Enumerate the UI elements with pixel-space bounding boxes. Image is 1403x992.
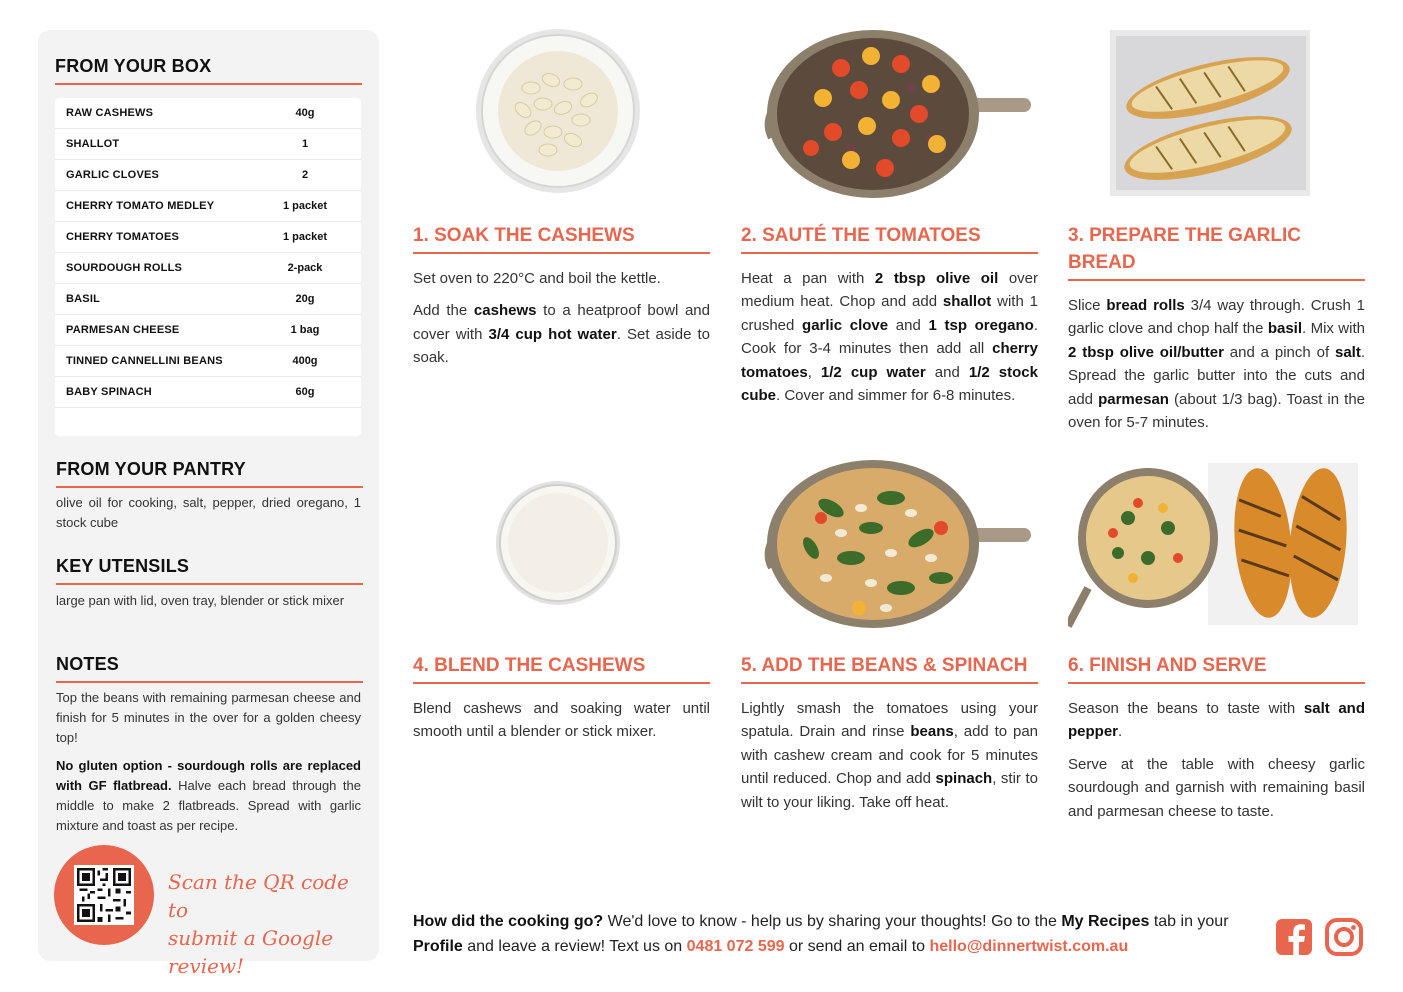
ingredient-qty: 400g <box>292 355 318 367</box>
step-1-para-2 <box>413 299 710 369</box>
step-6-body <box>1068 697 1365 832</box>
ingredient-qty: 40g <box>295 107 315 119</box>
ingredient-name: RAW CASHEWS <box>66 107 154 119</box>
my-recipes-link[interactable]: My Recipes <box>1061 913 1150 930</box>
step-2-body <box>741 267 1038 416</box>
ingredient-name: BABY SPINACH <box>66 386 152 398</box>
text: tab in your <box>1149 913 1229 930</box>
table-row <box>55 129 361 160</box>
ingredient-qty: 1 packet <box>282 200 328 212</box>
ingredient-highlight: 2 tbsp olive oil/butter <box>1068 343 1224 361</box>
step-5-para-1 <box>741 697 1038 814</box>
ingredient-highlight: 3/4 cup hot water <box>488 325 617 343</box>
step-5-title: 5. ADD THE BEANS & SPINACH <box>741 652 1038 684</box>
sidebar <box>38 30 379 978</box>
step-3-body <box>1068 294 1365 443</box>
step-1-title: 1. SOAK THE CASHEWS <box>413 222 710 254</box>
text: Heat a pan with <box>741 270 875 287</box>
ingredient-highlight: salt <box>1334 343 1361 361</box>
step-5-body <box>741 697 1038 823</box>
ingredient-highlight: spinach <box>935 770 993 788</box>
text: and <box>888 316 929 334</box>
ingredient-qty: 2 <box>301 169 309 181</box>
instagram-icon[interactable] <box>1325 918 1363 956</box>
ingredient-qty: 20g <box>295 293 315 305</box>
ingredient-name: GARLIC CLOVES <box>66 169 160 181</box>
text: Set oven to 220°C and boil the kettle. <box>413 270 661 287</box>
table-row <box>55 315 361 346</box>
tomatoes-pan-photo <box>741 28 1038 198</box>
ingredient-qty: 1 packet <box>282 231 328 243</box>
ingredient-qty: 60g <box>295 386 315 398</box>
ingredient-name: BASIL <box>66 293 100 305</box>
text: . Cook for 3-4 minutes then add all <box>741 316 1038 358</box>
key-utensils-heading: KEY UTENSILS <box>56 556 363 585</box>
table-row <box>55 346 361 377</box>
text: Season the beans to taste with <box>1068 700 1304 717</box>
step-4-title: 4. BLEND THE CASHEWS <box>413 652 710 684</box>
text: , add to pan with cashew cream and cook for 5 minutes until reduced. Chop and add <box>741 723 1038 788</box>
ingredient-highlight: shallot <box>942 293 992 311</box>
pantry-text: olive oil for cooking, salt, pepper, dried oregano, 1 stock cube <box>56 495 361 530</box>
table-row <box>55 377 361 408</box>
facebook-icon[interactable] <box>1275 918 1313 956</box>
from-your-pantry-heading: FROM YOUR PANTRY <box>56 459 363 488</box>
step-1-para-1 <box>413 267 710 290</box>
ingredient-highlight: parmesan <box>1098 390 1169 408</box>
feedback-footer <box>413 909 1263 959</box>
step-6-title: 6. FINISH AND SERVE <box>1068 652 1365 684</box>
text: over medium heat. Chop and add <box>741 270 1038 311</box>
gluten-note-bold: No gluten option - sourdough rolls are replaced with GF flatbread. <box>56 758 361 793</box>
ingredient-name: CHERRY TOMATOES <box>66 231 180 243</box>
text: Slice <box>1068 297 1107 314</box>
serve-plate-photo <box>1068 458 1365 628</box>
step-3-title: 3. PREPARE THE GARLIC BREAD <box>1068 222 1365 281</box>
table-row <box>55 222 361 253</box>
ingredient-highlight: salt and pepper <box>1068 700 1366 741</box>
ingredient-qty: 1 bag <box>290 324 320 336</box>
ingredient-highlight: bread rolls <box>1106 297 1185 314</box>
text: We'd love to know - help us by sharing your thoughts! Go to the <box>603 913 1062 930</box>
step-6-para-2 <box>1068 753 1365 823</box>
ingredient-highlight: cherry tomatoes <box>741 340 1038 381</box>
text: Lightly smash the tomatoes using your spatula. Drain and rinse <box>741 700 1038 741</box>
table-row <box>55 191 361 222</box>
qr-badge <box>54 845 154 945</box>
text: with 1 crushed <box>741 293 1038 334</box>
text: (about 1/3 bag). Toast in the oven for 5-7 minutes. <box>1068 390 1365 432</box>
beans-spinach-pan-photo <box>741 458 1038 628</box>
text: Serve at the table with cheesy garlic sourdough and garnish with remaining basil and parmesan cheese to taste. <box>1068 755 1365 820</box>
text: . <box>1118 723 1123 741</box>
step-2-title: 2. SAUTÉ THE TOMATOES <box>741 222 1038 254</box>
ingredient-name: SOURDOUGH ROLLS <box>66 262 183 274</box>
ingredient-name: SHALLOT <box>66 138 120 150</box>
text: and <box>925 363 969 381</box>
table-row <box>55 253 361 284</box>
step-3-para-1 <box>1068 294 1365 434</box>
ingredient-highlight: basil <box>1267 320 1303 338</box>
text: or send an email to <box>784 938 930 955</box>
email-link[interactable]: hello@dinnertwist.com.au <box>929 938 1129 955</box>
ingredient-highlight: beans <box>910 723 954 741</box>
text: . Cover and simmer for 6-8 minutes. <box>776 387 1016 405</box>
text: , <box>807 363 821 381</box>
step-4-body <box>413 697 710 753</box>
from-your-box-heading: FROM YOUR BOX <box>55 56 362 85</box>
cashew-cream-glass-photo <box>413 458 710 628</box>
qr-caption-line2: submit a Google review! <box>168 926 334 978</box>
ingredients-table <box>55 98 361 436</box>
text: Add the <box>413 302 474 320</box>
text: Blend cashews and soaking water until smooth until a blender or stick mixer. <box>413 700 710 741</box>
step-1-body <box>413 267 710 379</box>
ingredient-highlight: garlic clove <box>802 316 889 334</box>
ingredient-highlight: 1/2 cup water <box>820 363 926 381</box>
ingredient-name: TINNED CANNELLINI BEANS <box>66 355 223 367</box>
utensils-text: large pan with lid, oven tray, blender or stick mixer <box>56 593 345 608</box>
ingredient-name: CHERRY TOMATO MEDLEY <box>66 200 215 212</box>
table-row <box>55 160 361 191</box>
phone-link[interactable]: 0481 072 599 <box>686 938 785 955</box>
ingredient-highlight: 1/2 stock cube <box>741 363 1038 405</box>
ingredient-highlight: 2 tbsp olive oil <box>874 270 999 287</box>
text: . Mix with <box>1302 320 1365 338</box>
text: . Spread the garlic butter into the cuts and add <box>1068 343 1366 408</box>
garlic-bread-tray-photo <box>1068 28 1365 198</box>
text: and leave a review! Text us on <box>462 938 687 955</box>
text: 3/4 way through. Crush 1 garlic clove and chop half the <box>1068 297 1365 338</box>
ingredient-qty: 1 <box>301 138 309 150</box>
text: . Set aside to soak. <box>413 325 710 367</box>
table-row <box>55 98 361 129</box>
qr-caption-line1: Scan the QR code to <box>168 870 349 922</box>
text: and a pinch of <box>1223 343 1335 361</box>
gluten-note-text: Halve each bread through the middle to make 2 flatbreads. Spread with garlic mixture and toast as per recipe. <box>56 778 361 833</box>
step-2-para-1 <box>741 267 1038 407</box>
notes-heading: NOTES <box>56 654 363 683</box>
cashews-bowl-photo <box>413 28 710 198</box>
step-4-para-1 <box>413 697 710 744</box>
text: to a heatproof bowl and cover with <box>413 302 710 343</box>
table-row <box>55 284 361 315</box>
notes-text: Top the beans with remaining parmesan cheese and finish for 5 minutes in the over for a golden cheesy top! <box>56 690 361 745</box>
ingredient-highlight: 1 tsp oregano <box>928 316 1034 334</box>
profile-link[interactable]: Profile <box>413 938 463 955</box>
text: , stir to wilt to your liking. Take off heat. <box>741 770 1038 811</box>
ingredient-highlight: cashews <box>473 302 537 320</box>
gluten-note <box>56 756 361 836</box>
ingredient-qty: 2-pack <box>287 262 323 274</box>
step-6-para-1 <box>1068 697 1365 744</box>
footer-question: How did the cooking go? <box>413 913 604 930</box>
qr-code-icon[interactable] <box>74 865 134 925</box>
ingredient-name: PARMESAN CHEESE <box>66 324 180 336</box>
qr-caption <box>168 868 368 980</box>
